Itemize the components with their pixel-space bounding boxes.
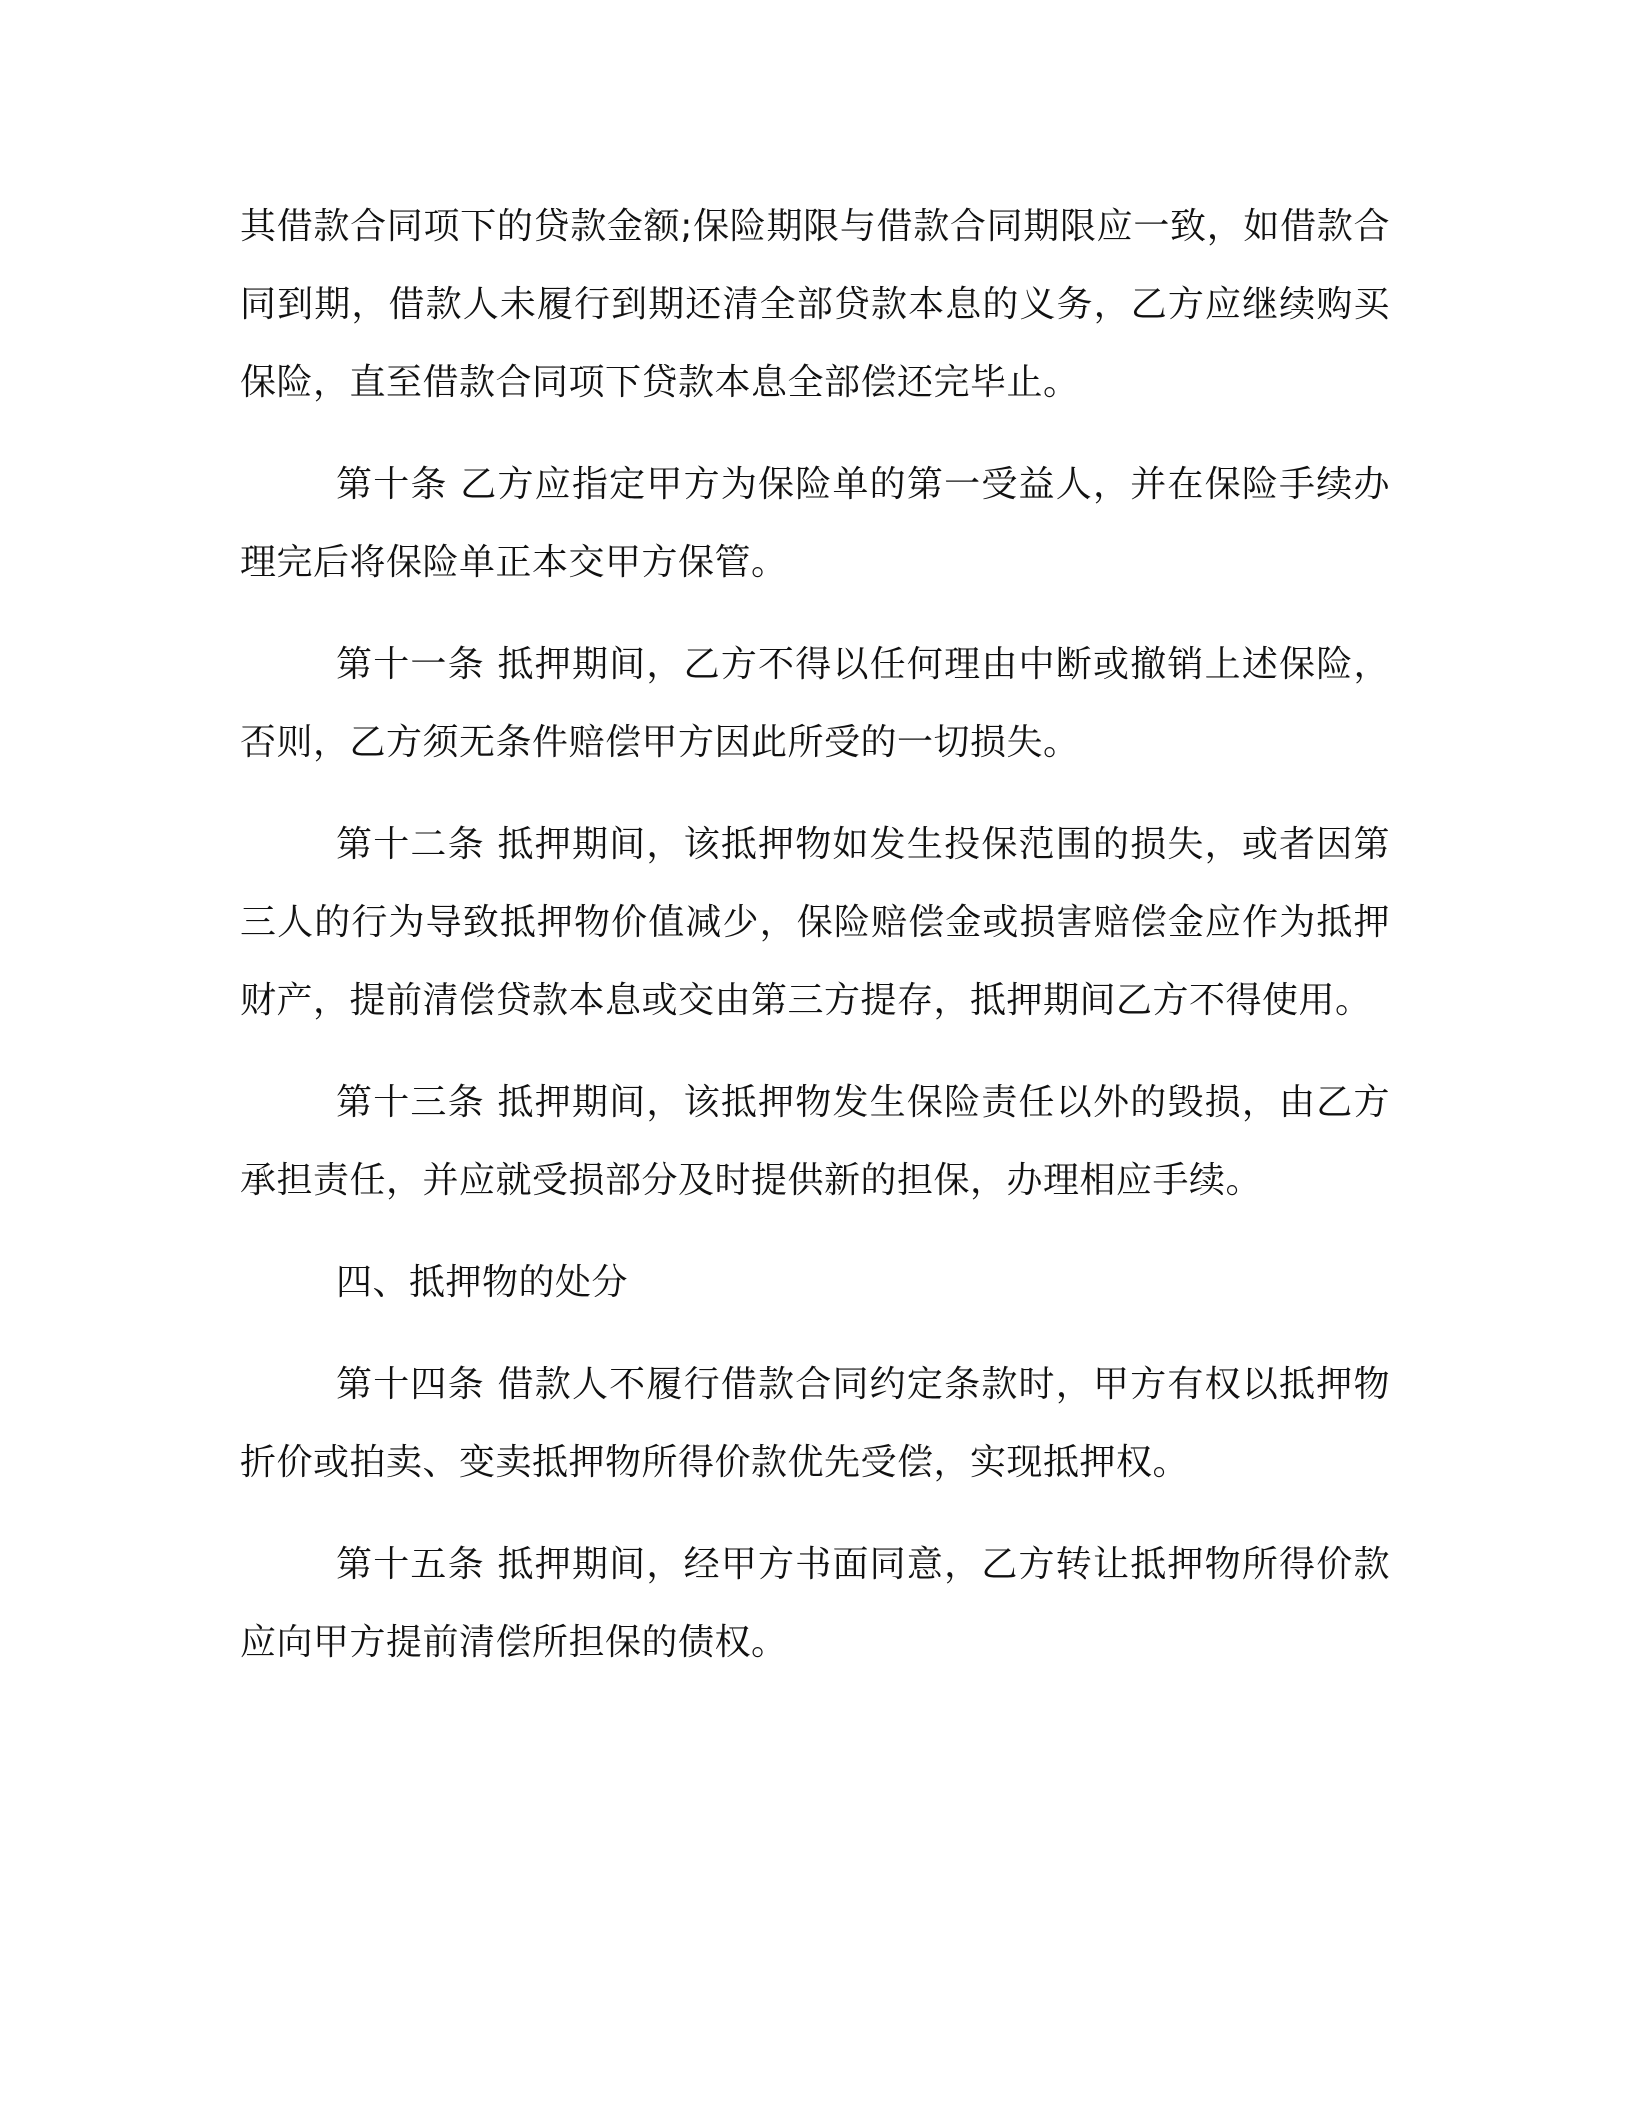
paragraph-article-13: 第十三条 抵押期间，该抵押物发生保险责任以外的毁损，由乙方承担责任，并应就受损部分及时提供新的担保，办理相应手续。 [240,1082,1390,1201]
paragraph-gap [240,1040,1390,1064]
paragraph-gap [240,422,1390,446]
document-body [240,188,1390,1682]
paragraph-article-11: 第十一条 抵押期间，乙方不得以任何理由中断或撤销上述保险，否则，乙方须无条件赔偿甲方因此所受的一切损失。 [240,644,1390,763]
paragraph-gap [240,1502,1390,1526]
paragraph-article-10: 第十条 乙方应指定甲方为保险单的第一受益人，并在保险手续办理完后将保险单正本交甲方保管。 [240,464,1390,583]
paragraph-gap [240,782,1390,806]
paragraph-gap [240,1220,1390,1244]
paragraph-article-12: 第十二条 抵押期间，该抵押物如发生投保范围的损失，或者因第三人的行为导致抵押物价值减少，保险赔偿金或损害赔偿金应作为抵押财产，提前清偿贷款本息或交由第三方提存，抵押期间乙方不得使用。 [240,824,1390,1021]
paragraph-gap [240,1322,1390,1346]
paragraph-gap [240,602,1390,626]
paragraph-article-14: 第十四条 借款人不履行借款合同约定条款时，甲方有权以抵押物折价或拍卖、变卖抵押物所得价款优先受偿，实现抵押权。 [240,1364,1390,1483]
paragraph-insurance-amount-term: 其借款合同项下的贷款金额;保险期限与借款合同期限应一致，如借款合同到期，借款人未履行到期还清全部贷款本息的义务，乙方应继续购买保险，直至借款合同项下贷款本息全部偿还完毕止。 [240,206,1390,403]
paragraph-article-15: 第十五条 抵押期间，经甲方书面同意，乙方转让抵押物所得价款应向甲方提前清偿所担保的债权。 [240,1544,1390,1663]
section-heading-disposal: 四、抵押物的处分 [336,1262,629,1303]
